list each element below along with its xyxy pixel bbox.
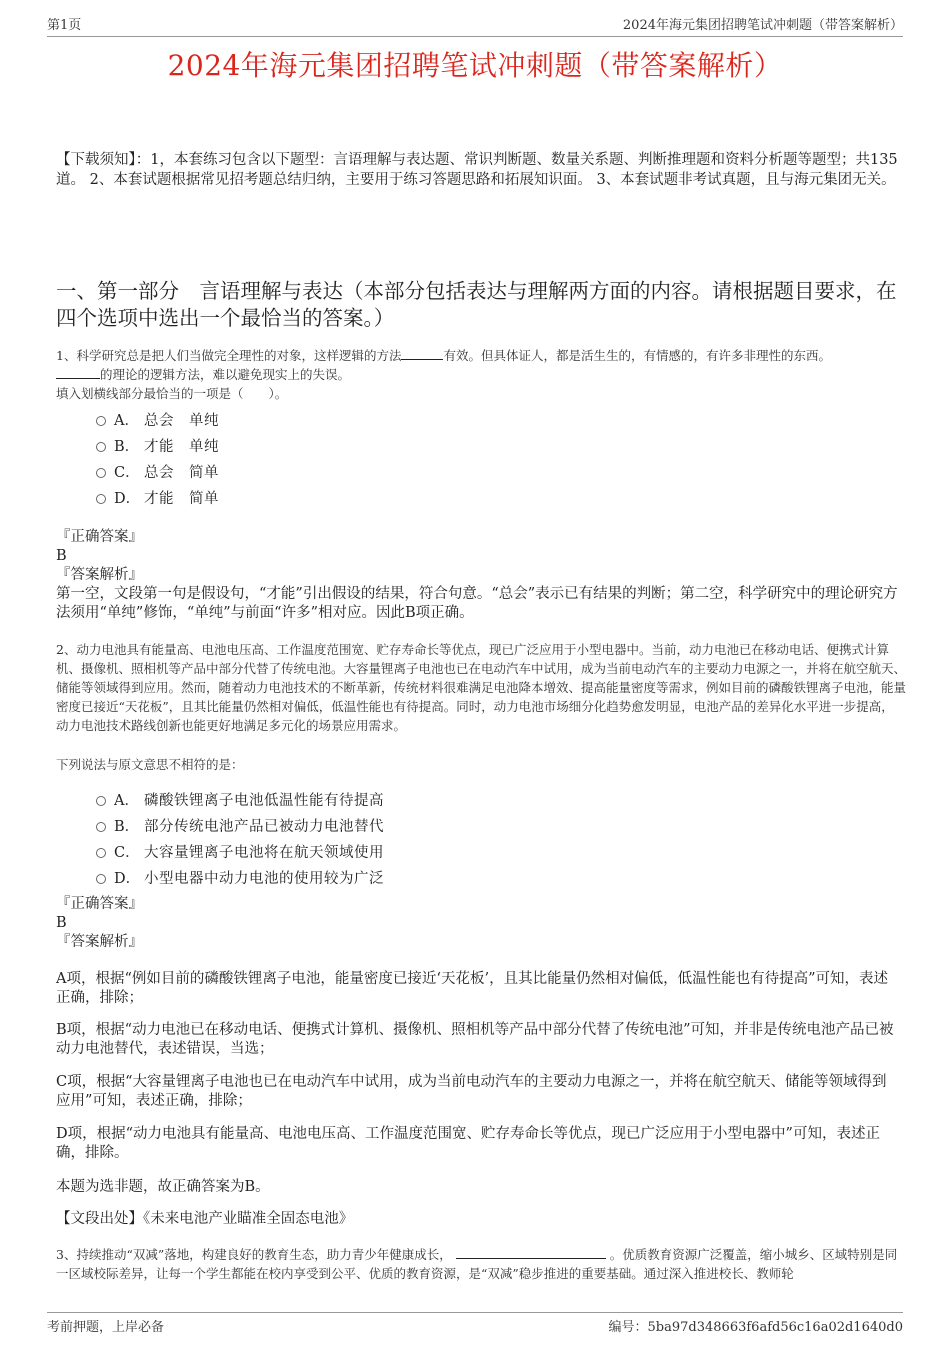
document-id: 编号：5ba97d348663f6afd56c16a02d1640d0 [608, 1320, 903, 1335]
question-1-option-c[interactable]: C． 总会 简单 [96, 458, 219, 484]
question-1-options [96, 406, 219, 510]
page-footer [47, 1312, 903, 1335]
question-2-option-c[interactable]: C． 大容量锂离子电池将在航天领域使用 [96, 838, 384, 864]
page-title: 2024年海元集团招聘笔试冲刺题（带答案解析） [167, 49, 783, 82]
question-3-stem: 3、持续推动“双减”落地，构建良好的教育生态，助力青少年健康成长， 。优质教育资源广泛覆盖，缩小城乡、区域特别是同一区域校际差异，让每一个学生都能在校内享受到公平、优质的教育资源，是“双减”稳步推进的重要基础。通过深入推进校长、教师轮 [56, 1247, 898, 1281]
question-2-answer-block [56, 895, 906, 952]
footer-slogan: 考前押题，上岸必备 [47, 1320, 165, 1335]
download-notice: 【下载须知】：1，本套练习包含以下题型：言语理解与表达题、常识判断题、数量关系题、判断推理题和资料分析题等题型；共135道。 2、本套试题根据常见招考题总结归纳，主要用于练习答题思路和拓展知识面。 3、本套试题非考试真题，且与海元集团无关。 [56, 152, 898, 188]
question-2-option-b[interactable]: B． 部分传统电池产品已被动力电池替代 [96, 812, 384, 838]
analysis-option-a: A项，根据“例如目前的磷酸铁锂离子电池，能量密度已接近‘天花板’，且其比能量仍然相对偏低，低温性能也有待提高”可知，表述正确，排除； [56, 971, 889, 1006]
radio-icon[interactable] [96, 442, 106, 452]
question-2-options [96, 786, 384, 890]
question-1-answer-block [56, 528, 906, 623]
analysis-conclusion: 本题为选非题，故正确答案为B。 [56, 1179, 270, 1195]
analysis-text: 第一空，文段第一句是假设句，“才能”引出假设的结果，符合句意。“总会”表示已有结果的判断；第二空，科学研究中的理论研究方法须用“单纯”修饰，“单纯”与前面“许多”相对应。因此B项正确。 [56, 586, 898, 621]
question-1-prompt: 填入划横线部分最恰当的一项是（ ）。 [56, 386, 288, 401]
question-1-option-a[interactable]: A． 总会 单纯 [96, 406, 219, 432]
analysis-label: 『答案解析』 [56, 567, 143, 583]
section-title: 一、第一部分 言语理解与表达（本部分包括表达与理解两方面的内容。请根据题目要求，在四个选项中选出一个最恰当的答案。） [56, 279, 897, 330]
header-doc-title: 2024年海元集团招聘笔试冲刺题（带答案解析） [622, 18, 903, 33]
question-1-stem: 1、科学研究总是把人们当做完全理性的对象，这样逻辑的方法 有效。但具体证人，都是活生生的，有情感的，有许多非理性的东西。 的理论的逻辑方法，难以避免现实上的失误。 填入划横线部分最恰当的一项是（ ）。 [56, 348, 831, 401]
radio-icon[interactable] [96, 796, 106, 806]
question-1-option-d[interactable]: D． 才能 简单 [96, 484, 219, 510]
radio-icon[interactable] [96, 874, 106, 884]
source-citation: 【文段出处】《未来电池产业瞄准全固态电池》 [56, 1211, 354, 1227]
radio-icon[interactable] [96, 848, 106, 858]
question-2-stem: 2、动力电池具有能量高、电池电压高、工作温度范围宽、贮存寿命长等优点，现已广泛应用于小型电器中。当前，动力电池已在移动电话、便携式计算机、摄像机、照相机等产品中部分代替了传统电池。大容量锂离子电池也已在电动汽车中试用，成为当前电动汽车的主要动力电源之一，并将在航空航天、储能等领域得到应用。然而，随着动力电池技术的不断革新，传统材料很难满足电池降本增效、提高能量密度等需求，例如目前的磷酸铁锂离子电池，能量密度已接近“天花板”，且其比能量仍然相对偏低，低温性能也有待提高。同时，动力电池市场细分化趋势愈发明显，电池产品的差异化水平进一步提高，动力电池技术路线创新也能更好地满足多元化的场景应用需求。 [56, 642, 907, 733]
radio-icon[interactable] [96, 822, 106, 832]
analysis-option-d: D项，根据“动力电池具有能量高、电池电压高、工作温度范围宽、贮存寿命长等优点，现已广泛应用于小型电器中”可知，表述正确，排除。 [56, 1126, 880, 1161]
question-2-prompt: 下列说法与原文意思不相符的是： [56, 757, 244, 772]
analysis-option-b: B项，根据“动力电池已在移动电话、便携式计算机、摄像机、照相机等产品中部分代替了传统电池”可知，并非是传统电池产品已被动力电池替代，表述错误，当选； [56, 1022, 894, 1057]
radio-icon[interactable] [96, 468, 106, 478]
answer-value: B [56, 915, 67, 931]
question-1-option-b[interactable]: B． 才能 单纯 [96, 432, 219, 458]
page-header [47, 14, 903, 37]
radio-icon[interactable] [96, 494, 106, 504]
page-number: 第1页 [47, 18, 82, 33]
question-2-option-d[interactable]: D． 小型电器中动力电池的使用较为广泛 [96, 864, 384, 890]
question-2-option-a[interactable]: A． 磷酸铁锂离子电池低温性能有待提高 [96, 786, 384, 812]
analysis-label: 『答案解析』 [56, 934, 143, 950]
analysis-option-c: C项，根据“大容量锂离子电池也已在电动汽车中试用，成为当前电动汽车的主要动力电源之一，并将在航空航天、储能等领域得到应用”可知，表述正确，排除； [56, 1074, 887, 1109]
answer-value: B [56, 548, 67, 564]
answer-label: 『正确答案』 [56, 896, 143, 912]
answer-label: 『正确答案』 [56, 529, 143, 545]
radio-icon[interactable] [96, 416, 106, 426]
